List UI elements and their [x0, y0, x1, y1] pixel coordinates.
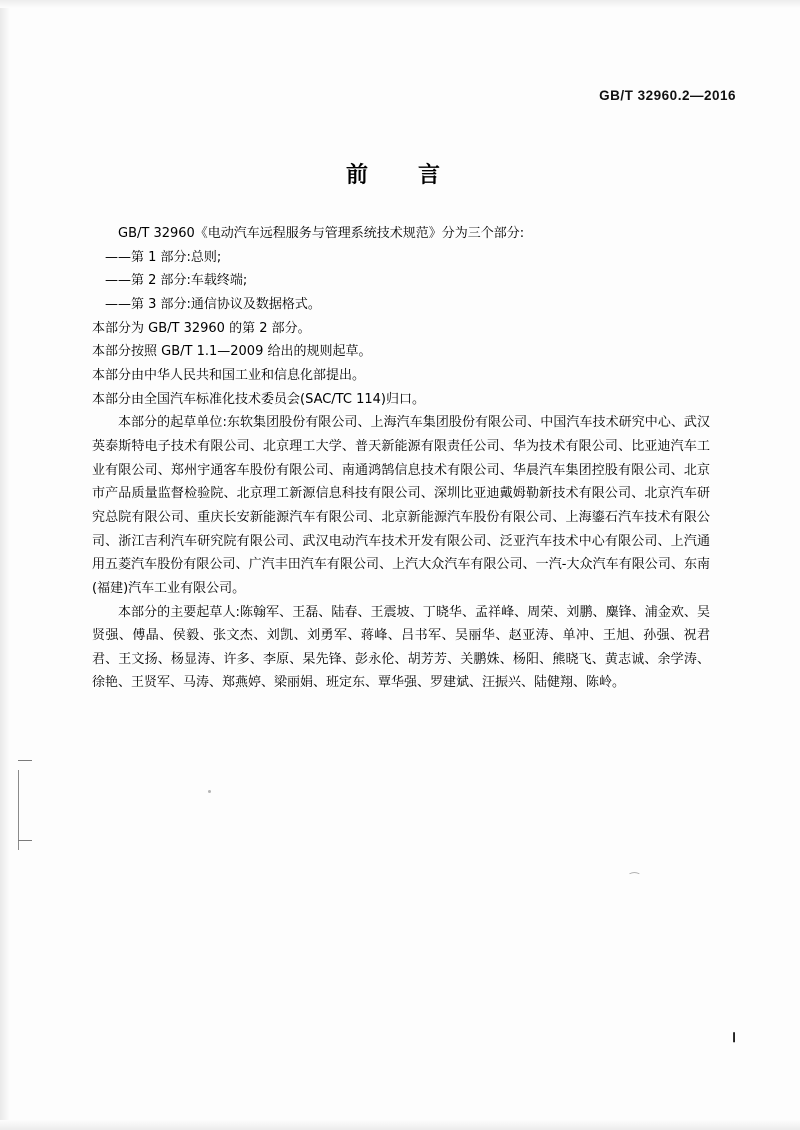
paragraph-part-3: ——第 3 部分:通信协议及数据格式。: [105, 296, 321, 312]
margin-tick-mark: [18, 760, 32, 761]
paragraph-intro: GB/T 32960《电动汽车远程服务与管理系统技术规范》分为三个部分:: [118, 226, 525, 241]
paragraph-proposer: 本部分由中华人民共和国工业和信息化部提出。: [92, 367, 366, 383]
paragraph-technical-committee: 本部分由全国汽车标准化技术委员会(SAC/TC 114)归口。: [92, 391, 425, 407]
paragraph-drafting-rules: 本部分按照 GB/T 1.1—2009 给出的规则起草。: [92, 344, 372, 360]
foreword-body: [92, 222, 710, 695]
paragraph-scope: 本部分为 GB/T 32960 的第 2 部分。: [92, 320, 311, 336]
paragraph-main-drafters: 本部分的主要起草人:陈翰军、王磊、陆春、王震坡、丁晓华、孟祥峰、周荣、刘鹏、麋锋、浦金欢、吴贤强、傅晶、侯毅、张文杰、刘凯、刘勇军、蒋峰、吕书军、吴丽华、赵亚涛、单冲、王旭、孙强、祝君君、王文扬、杨显涛、许多、李原、杲先锋、彭永伦、胡芳芳、关鹏姝、杨阳、熊晓飞、黄志诚、余学涛、徐艳、王贤军、马涛、郑燕婷、梁丽娟、班定东、覃华强、罗建斌、汪振兴、陆健翔、陈岭。: [92, 604, 710, 691]
page-speck: [208, 790, 211, 793]
standard-number: GB/T 32960.2—2016: [599, 88, 736, 103]
margin-guide-line: [18, 770, 19, 850]
page-title: 前 言: [345, 163, 454, 188]
page-edge-bottom: [0, 1120, 800, 1130]
page-number: Ⅰ: [732, 1030, 736, 1045]
paragraph-drafting-organizations: 本部分的起草单位:东软集团股份有限公司、上海汽车集团股份有限公司、中国汽车技术研究中心、武汉英泰斯特电子技术有限公司、北京理工大学、普天新能源有限责任公司、华为技术有限公司、比亚迪汽车工业有限公司、郑州宇通客车股份有限公司、南通鸿鹄信息技术有限公司、华晨汽车集团控股有限公司、北京市产品质量监督检验院、北京理工新源信息科技有限公司、深圳比亚迪戴姆勒新技术有限公司、北京汽车研究总院有限公司、重庆长安新能源汽车有限公司、北京新能源汽车股份有限公司、上海鎏石汽车技术有限公司、浙江吉利汽车研究院有限公司、武汉电动汽车技术开发有限公司、泛亚汽车技术中心有限公司、上汽通用五菱汽车股份有限公司、广汽丰田汽车有限公司、上汽大众汽车有限公司、一汽-大众汽车有限公司、东南(福建)汽车工业有限公司。: [92, 415, 710, 596]
paragraph-part-1: ——第 1 部分:总则;: [105, 249, 222, 265]
margin-tick-mark: [18, 840, 32, 841]
paragraph-part-2: ——第 2 部分:车载终端;: [105, 273, 248, 289]
page-edge-top: [0, 0, 800, 8]
page-smudge: ⁀: [630, 872, 638, 885]
